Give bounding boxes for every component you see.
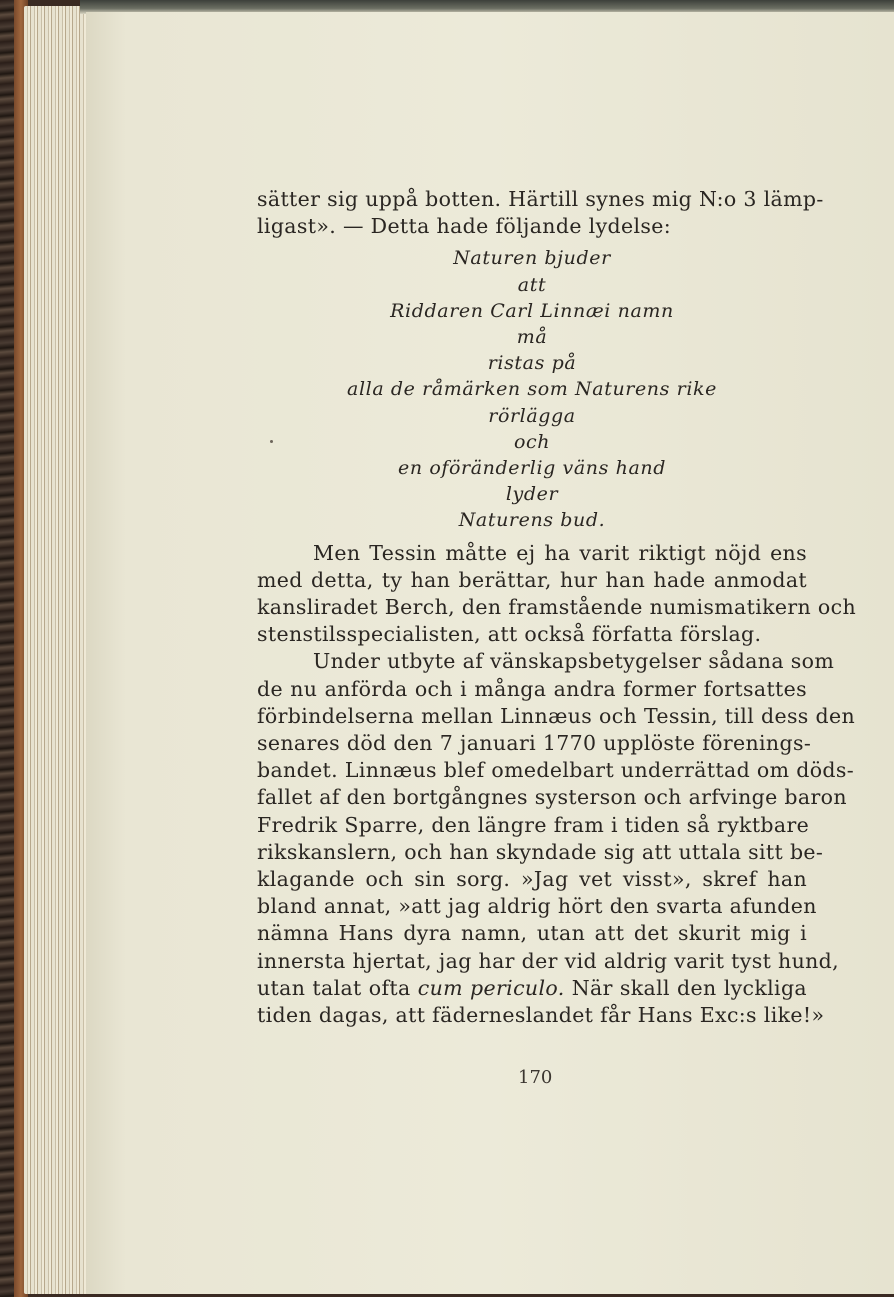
book-page xyxy=(86,12,894,1294)
inscription-line: Riddaren Carl Linnæi namn xyxy=(390,299,674,322)
page-number: 170 xyxy=(518,1067,553,1088)
text-line: nämna Hans dyra namn, utan att det skurit mig i xyxy=(257,921,807,946)
paragraph xyxy=(257,648,893,1029)
text-line: senares död den 7 januari 1770 upplöste förenings- xyxy=(257,731,812,756)
inscription-line: må xyxy=(516,326,548,349)
paragraph xyxy=(257,540,893,649)
text-line: de nu anförda och i många andra former fortsattes xyxy=(257,676,807,701)
inscription-line: Naturen bjuder xyxy=(453,247,611,270)
paper-speck xyxy=(270,440,273,443)
inscription-line: en oföränderlig väns hand xyxy=(398,457,666,480)
inscription-line: rörlägga xyxy=(488,404,576,427)
page-text xyxy=(257,186,893,1029)
text-line: ligast». — Detta hade följande lydelse: xyxy=(257,214,671,239)
text-line: sätter sig uppå botten. Härtill synes mig N:o 3 lämp- xyxy=(257,187,824,211)
inscription xyxy=(257,245,893,533)
text-line: med detta, ty han berättar, hur han hade anmodat xyxy=(257,567,807,592)
inscription-line: Naturens bud. xyxy=(458,509,606,532)
text-line: förbindelserna mellan Linnæus och Tessin, till dess den xyxy=(257,703,856,728)
inscription-line: att xyxy=(517,273,547,296)
text-line: innersta hjertat, jag har der vid aldrig varit tyst hund, xyxy=(257,948,840,973)
text-line: Under utbyte af vänskapsbetygelser sådana som xyxy=(313,649,835,674)
latin-phrase: cum periculo. xyxy=(417,975,565,1000)
text-line: fallet af den bortgångnes systerson och arfvinge baron xyxy=(257,785,847,810)
text-line: Fredrik Sparre, den längre fram i tiden så ryktbare xyxy=(257,812,810,837)
text-segment: utan talat ofta xyxy=(257,975,418,1000)
text-segment: När skall den lyckliga xyxy=(564,975,807,1000)
text-line: tiden dagas, att fäderneslandet får Hans Exc:s like!» xyxy=(257,1003,825,1028)
inscription-line: alla de råmärken som Naturens rike xyxy=(347,378,717,401)
text-line: Men Tessin måtte ej ha varit riktigt nöjd ens xyxy=(313,540,807,565)
text-line: bland annat, »att jag aldrig hört den svarta afunden xyxy=(257,894,817,919)
inscription-line: lyder xyxy=(505,483,559,506)
text-line: klagande och sin sorg. »Jag vet visst», skref han xyxy=(257,867,807,892)
text-line-with-latin xyxy=(257,975,807,1002)
text-line: stenstilsspecialisten, att också författa förslag. xyxy=(257,622,762,647)
text-line: rikskanslern, och han skyndade sig att uttala sitt be- xyxy=(257,839,824,864)
inscription-line: och xyxy=(513,430,551,453)
text-line: bandet. Linnæus blef omedelbart underrättad om döds- xyxy=(257,758,855,783)
inscription-line: ristas på xyxy=(487,352,577,375)
text-line: kansliradet Berch, den framstående numismatikern och xyxy=(257,595,857,620)
